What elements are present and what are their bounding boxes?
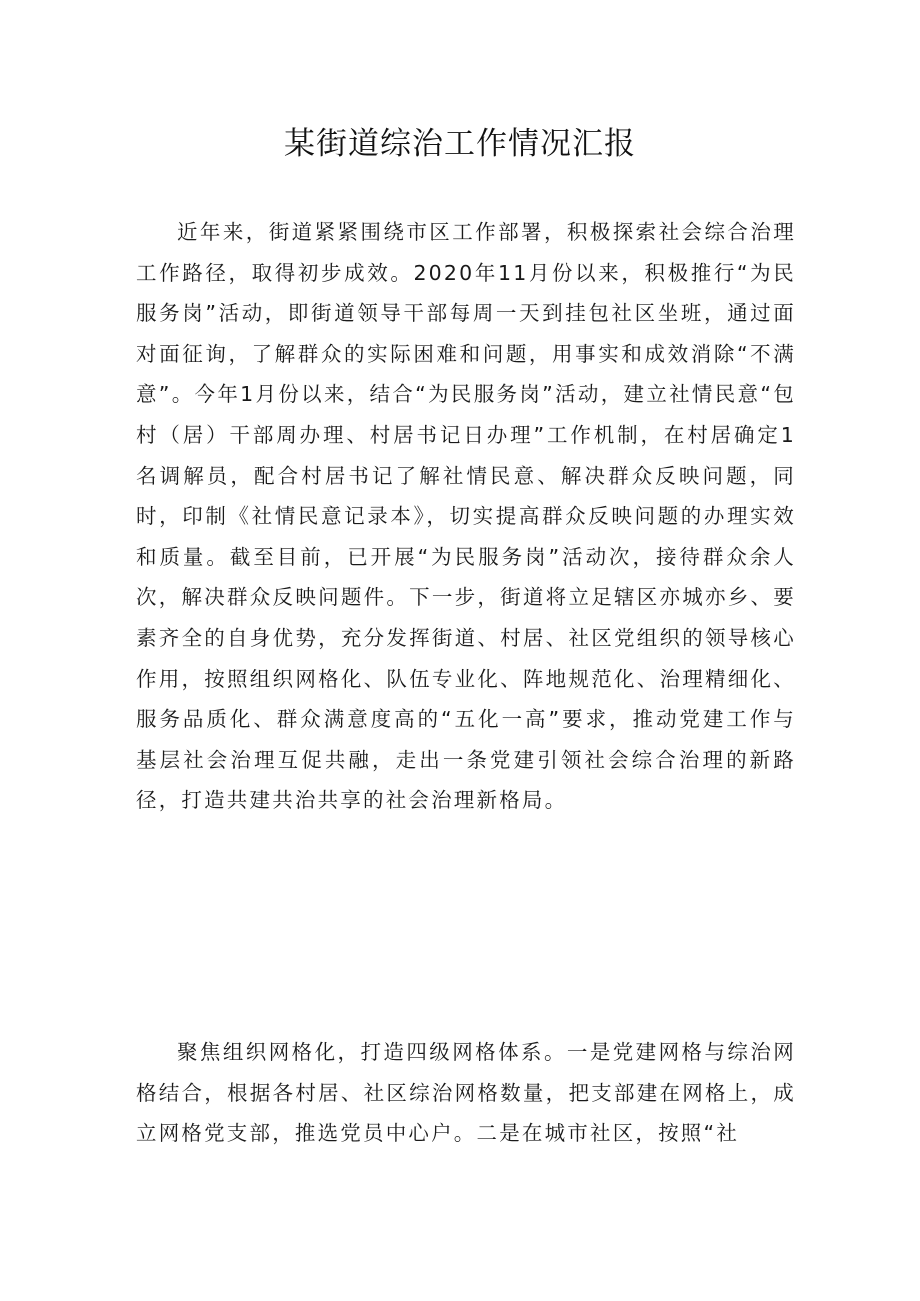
- document-title: 某街道综治工作情况汇报: [284, 126, 636, 162]
- paragraph-intro: 近年来，街道紧紧围绕市区工作部署，积极探索社会综合治理工作路径，取得初步成效。2020年11月份以来，积极推行“为民服务岗”活动，即街道领导干部每周一天到挂包社区坐班，通过面对面征询，了解群众的实际困难和问题，用事实和成效消除“不满意”。今年1月份以来，结合“为民服务岗”活动，建立社情民意“包村（居）干部周办理、村居书记日办理”工作机制，在村居确定1名调解员，配合村居书记了解社情民意、解决群众反映问题，同时，印制《社情民意记录本》，切实提高群众反映问题的办理实效和质量。截至目前，已开展“为民服务岗”活动次，接待群众余人次，解决群众反映问题件。下一步，街道将立足辖区亦城亦乡、要素齐全的自身优势，充分发挥街道、村居、社区党组织的领导核心作用，按照组织网格化、队伍专业化、阵地规范化、治理精细化、服务品质化、群众满意度高的“五化一高”要求，推动党建工作与基层社会治理互促共融，走出一条党建引领社会综合治理的新路径，打造共建共治共享的社会治理新格局。: [136, 220, 796, 813]
- paragraph-grid-system: 聚焦组织网格化，打造四级网格体系。一是党建网格与综治网格结合，根据各村居、社区综治网格数量，把支部建在网格上，成立网格党支部，推选党员中心户。二是在城市社区，按照“社: [136, 1040, 796, 1146]
